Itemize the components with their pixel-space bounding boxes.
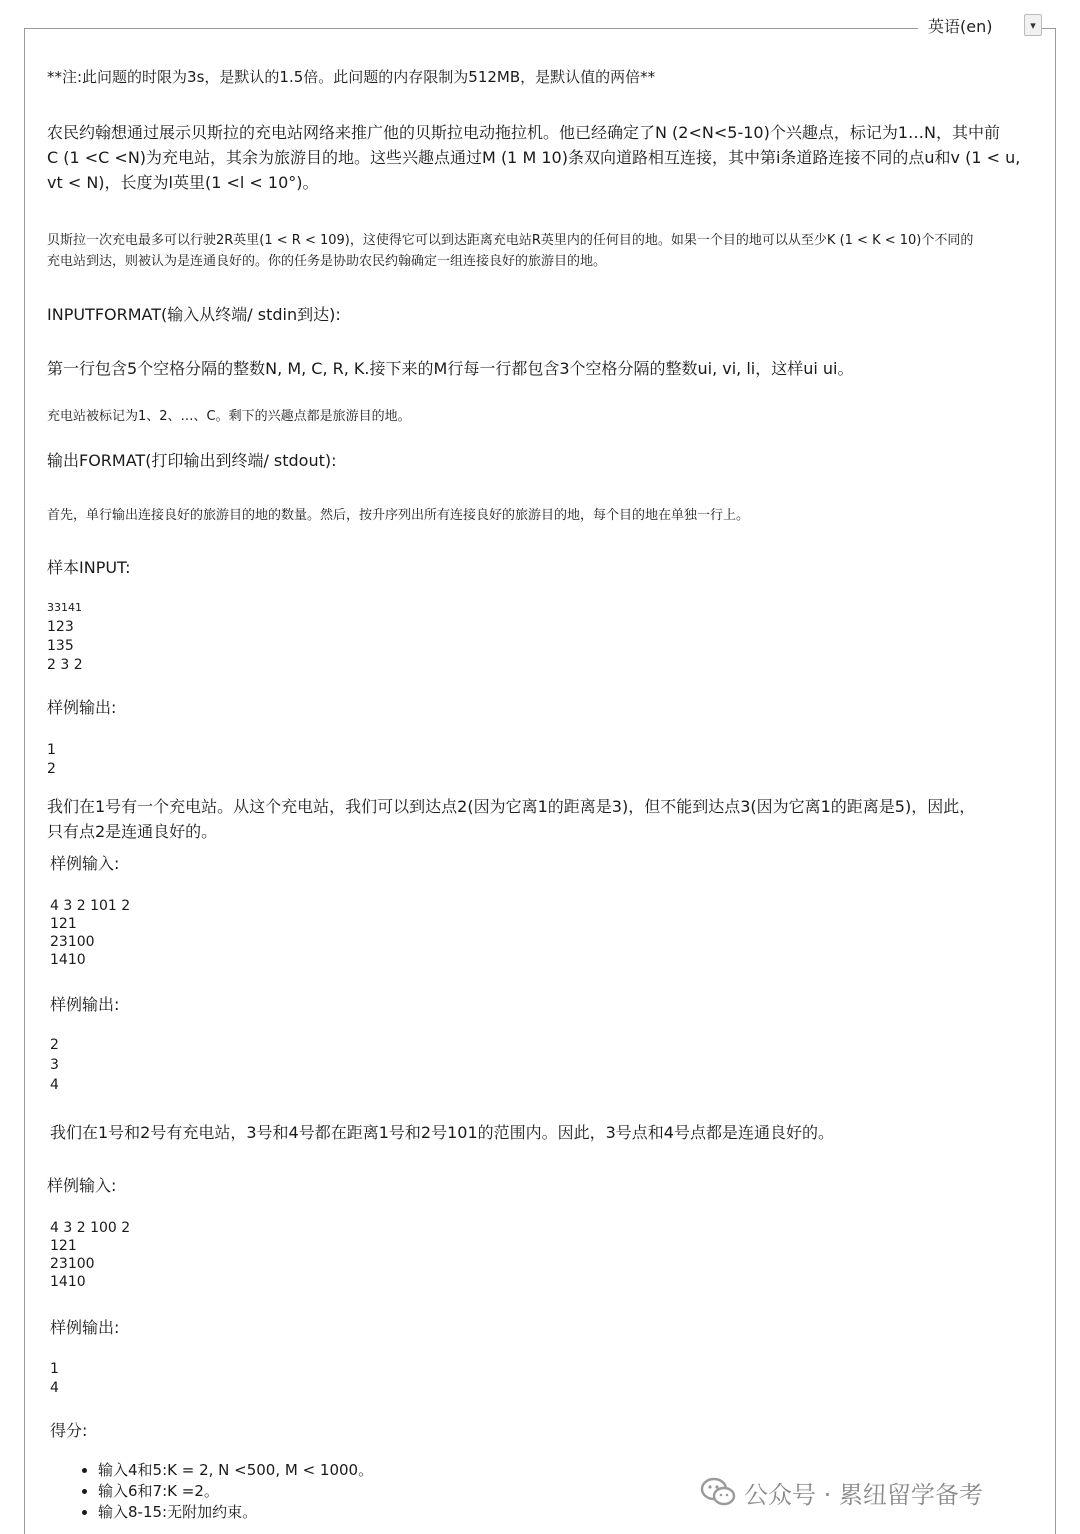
sample-input-line: 23100	[50, 934, 95, 950]
description-line: 农民约翰想通过展示贝斯拉的充电站网络来推广他的贝斯拉电动拖拉机。他已经确定了N (2<N<5-10)个兴趣点，标记为1…N，其中前	[47, 123, 1000, 142]
sample-input-line: 121	[50, 916, 77, 932]
frame-top-border	[24, 28, 918, 29]
watermark-text: 公众号 · 累纽留学备考	[744, 1480, 983, 1509]
sample-output-heading: 样例输出:	[50, 1318, 120, 1337]
output-format-heading: 输出FORMAT(打印输出到终端/ stdout):	[47, 451, 337, 470]
time-memory-note: **注:此问题的时限为3s，是默认的1.5倍。此问题的内存限制为512MB，是默认值的两倍**	[47, 68, 656, 86]
sample-input-line: 2 3 2	[47, 657, 83, 673]
wechat-icon	[700, 1477, 736, 1507]
scoring-list	[78, 1460, 373, 1523]
sample-input-line: 4 3 2 100 2	[50, 1220, 131, 1236]
sample-input-line: 4 3 2 101 2	[50, 898, 131, 914]
sample-input-line: 135	[47, 638, 74, 654]
sample-output-line: 4	[50, 1077, 59, 1093]
list-item: • 输入8-15:无附加约束。	[98, 1502, 373, 1523]
sample-input-line: 23100	[50, 1256, 95, 1272]
description-line: vt < N)，长度为l英里(1 <l < 10°)。	[47, 173, 319, 192]
list-item: • 输入6和7:K =2。	[98, 1481, 373, 1502]
sample-input-heading: 样本INPUT:	[47, 558, 131, 577]
frame-top-border-right	[1040, 28, 1056, 29]
sample-output-line: 1	[50, 1361, 59, 1377]
sample-explanation: 只有点2是连通良好的。	[47, 822, 218, 841]
input-format-text: 充电站被标记为1、2、…、C。剩下的兴趣点都是旅游目的地。	[47, 409, 411, 424]
sample-input-line: 1410	[50, 952, 86, 968]
description-line: 贝斯拉一次充电最多可以行驶2R英里(1 < R < 109)，这使得它可以到达距离充电站R英里内的任何目的地。如果一个目的地可以从至少K (1 < K < 10)个不同的	[47, 233, 974, 248]
sample-input-line: 123	[47, 619, 74, 635]
sample-output-heading: 样例输出:	[50, 995, 120, 1014]
input-format-text: 第一行包含5个空格分隔的整数N, M, C, R, K.接下来的M行每一行都包含3个空格分隔的整数ui, vi, li，这样ui ui。	[47, 359, 854, 378]
watermark	[700, 1474, 983, 1510]
description-line: C (1 <C <N)为充电站，其余为旅游目的地。这些兴趣点通过M (1 M 10)条双向道路相互连接，其中第i条道路连接不同的点u和v (1 < u,	[47, 148, 1021, 167]
sample-output-line: 1	[47, 742, 56, 758]
sample-output-heading: 样例输出:	[47, 698, 117, 717]
language-select-value: 英语(en)	[928, 16, 993, 36]
output-format-text: 首先，单行输出连接良好的旅游目的地的数量。然后，按升序列出所有连接良好的旅游目的地，每个目的地在单独一行上。	[47, 508, 750, 523]
sample-input-line: 121	[50, 1238, 77, 1254]
chevron-down-icon[interactable]: ▾	[1024, 14, 1042, 36]
sample-output-line: 3	[50, 1057, 59, 1073]
sample-output-line: 4	[50, 1380, 59, 1396]
description-line: 充电站到达，则被认为是连通良好的。你的任务是协助农民约翰确定一组连接良好的旅游目的地。	[47, 254, 607, 269]
sample-input-heading: 样例输入:	[47, 1176, 117, 1195]
list-item: • 输入4和5:K = 2, N <500, M < 1000。	[98, 1460, 373, 1481]
sample-output-line: 2	[47, 761, 56, 777]
sample-input-line: 33141	[47, 601, 82, 614]
input-format-heading: INPUTFORMAT(输入从终端/ stdin到达):	[47, 305, 341, 324]
sample-output-line: 2	[50, 1037, 59, 1053]
sample-input-line: 1410	[50, 1274, 86, 1290]
language-select[interactable]	[920, 12, 1042, 38]
sample-explanation: 我们在1号和2号有充电站，3号和4号都在距离1号和2号101的范围内。因此，3号点和4号点都是连通良好的。	[50, 1123, 834, 1142]
scoring-heading: 得分:	[50, 1421, 88, 1440]
sample-input-heading: 样例输入:	[50, 854, 120, 873]
sample-explanation: 我们在1号有一个充电站。从这个充电站，我们可以到达点2(因为它离1的距离是3)，但不能到达点3(因为它离1的距离是5)，因此，	[47, 797, 976, 816]
